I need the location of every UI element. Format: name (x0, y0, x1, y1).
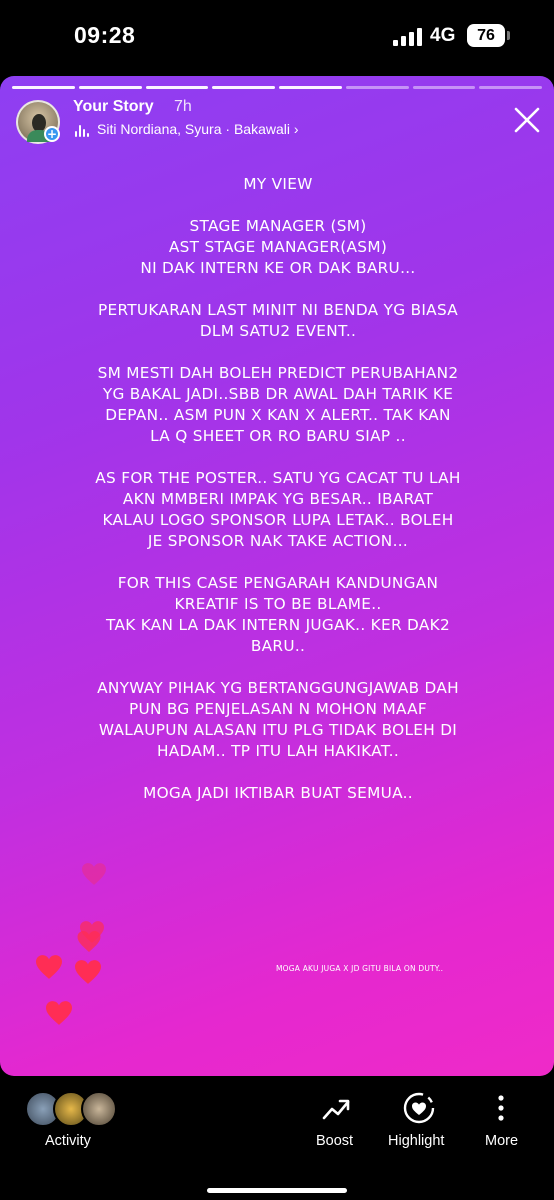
story-line: AKN MMBERI IMPAK YG BESAR.. IBARAT (122, 490, 434, 508)
story-line: PUN BG PENJELASAN N MOHON MAAF (128, 700, 428, 718)
progress-segment (212, 86, 275, 89)
story-line-gap (48, 342, 508, 363)
progress-segment (413, 86, 476, 89)
battery-icon: 76 (467, 24, 505, 47)
boost-label[interactable]: Boost (316, 1133, 354, 1149)
story-line-gap (48, 552, 508, 573)
story-time: 7h (174, 98, 192, 115)
network-type: 4G (430, 25, 456, 46)
story-line: SM MESTI DAH BOLEH PREDICT PERUBAHAN2 (97, 364, 459, 382)
story-line: STAGE MANAGER (SM) (189, 217, 367, 235)
progress-segment (79, 86, 142, 89)
story-line: FOR THIS CASE PENGARAH KANDUNGAN (117, 574, 439, 592)
story-line: DLM SATU2 EVENT.. (199, 322, 357, 340)
story-footnote: MOGA AKU JUGA X JD GITU BILA ON DUTY.. (276, 964, 444, 973)
story-progress (12, 86, 542, 89)
progress-segment (346, 86, 409, 89)
battery-cap (507, 31, 510, 40)
signal-icon (393, 28, 423, 46)
story-line-gap (48, 195, 508, 216)
trend-arrow-icon[interactable] (321, 1096, 351, 1122)
story-line: PERTUKARAN LAST MINIT NI BENDA YG BIASA (97, 301, 459, 319)
story-line: NI DAK INTERN KE OR DAK BARU… (140, 259, 416, 277)
heart-icon (80, 862, 108, 886)
story-line: BARU.. (250, 637, 306, 655)
story-line: MOGA JADI IKTIBAR BUAT SEMUA.. (143, 784, 413, 802)
heart-icon (44, 1000, 74, 1026)
heart-icon (76, 930, 102, 953)
progress-segment (12, 86, 75, 89)
story-line-gap (48, 657, 508, 678)
story-line: LA Q SHEET OR RO BARU SIAP .. (150, 427, 406, 445)
progress-segment (479, 86, 542, 89)
story-action-bar (0, 1076, 554, 1200)
story-line: AST STAGE MANAGER(ASM) (168, 238, 388, 256)
story-line-gap (48, 762, 508, 783)
music-attribution[interactable]: Siti Nordiana, Syura · Bakawali › (97, 121, 299, 137)
activity-button[interactable] (25, 1091, 125, 1131)
more-label[interactable]: More (485, 1133, 519, 1149)
story-line: JE SPONSOR NAK TAKE ACTION… (147, 532, 409, 550)
status-time: 09:28 (74, 22, 136, 48)
activity-label[interactable]: Activity (45, 1133, 91, 1149)
add-story-icon[interactable]: + (44, 126, 60, 142)
story-line: DEPAN.. ASM PUN X KAN X ALERT.. TAK KAN (105, 406, 451, 424)
story-line: ANYWAY PIHAK YG BERTANGGUNGJAWAB DAH (97, 679, 459, 697)
story-owner[interactable]: Your Story (73, 98, 154, 115)
story-line: TAK KAN LA DAK INTERN JUGAK.. KER DAK2 (106, 616, 450, 634)
story-line-gap (48, 279, 508, 300)
story-line-gap (48, 447, 508, 468)
story-line: WALAUPUN ALASAN ITU PLG TIDAK BOLEH DI (98, 721, 458, 739)
story-line: KALAU LOGO SPONSOR LUPA LETAK.. BOLEH (102, 511, 454, 529)
highlight-label[interactable]: Highlight (388, 1133, 445, 1149)
close-icon[interactable] (511, 104, 543, 136)
story-view[interactable] (0, 76, 554, 1076)
home-indicator (207, 1188, 347, 1193)
story-line: HADAM.. TP ITU LAH HAKIKAT.. (157, 742, 399, 760)
story-line: MY VIEW (243, 175, 313, 193)
more-vertical-icon[interactable] (495, 1094, 507, 1122)
story-text (48, 174, 508, 804)
viewer-avatar (81, 1091, 117, 1127)
heart-icon (34, 954, 64, 980)
progress-segment (279, 86, 342, 89)
music-bars-icon (75, 123, 89, 137)
story-line: AS FOR THE POSTER.. SATU YG CACAT TU LAH (95, 469, 461, 487)
story-line: YG BAKAL JADI..SBB DR AWAL DAH TARIK KE (102, 385, 454, 403)
heart-circle-icon[interactable] (402, 1091, 436, 1125)
progress-segment (146, 86, 209, 89)
story-line: KREATIF IS TO BE BLAME.. (174, 595, 382, 613)
status-bar (0, 0, 554, 74)
heart-icon (73, 959, 103, 985)
